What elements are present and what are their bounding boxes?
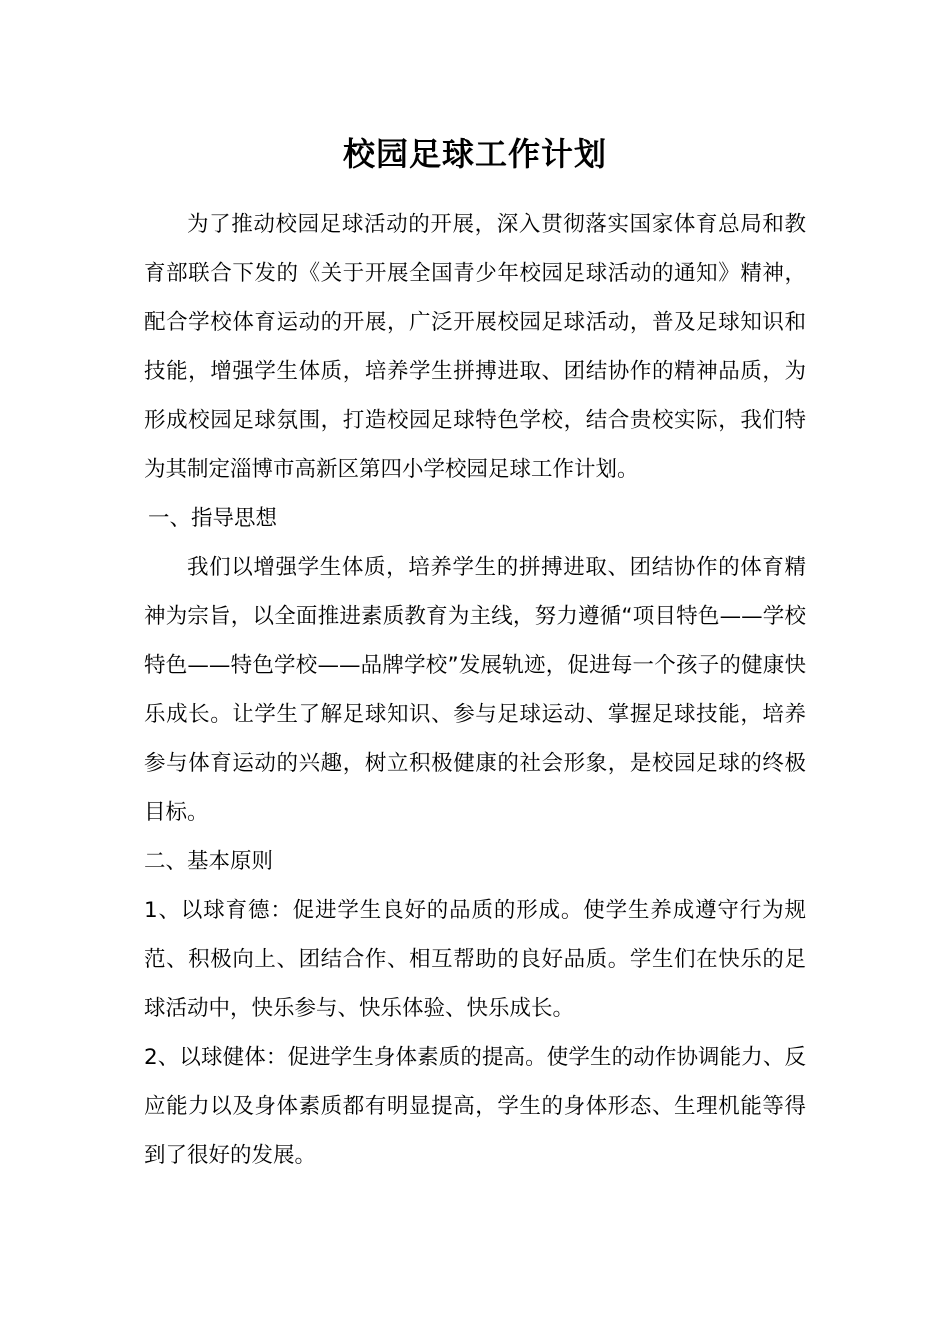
document-title: 校园足球工作计划 — [342, 135, 607, 173]
principle-item-2: 2、以球健体：促进学生身体素质的提高。使学生的动作协调能力、反应能力以及身体素质都有明显提高，学生的身体形态、生理机能等得到了很好的发展。 — [144, 1045, 806, 1168]
section-heading-guiding-ideology: 一、指导思想 — [148, 506, 278, 531]
principle-item-1: 1、以球育德：促进学生良好的品质的形成。使学生养成遵守行为规范、积极向上、团结合作、相互帮助的良好品质。学生们在快乐的足球活动中，快乐参与、快乐体验、快乐成长。 — [144, 898, 806, 1021]
section-paragraph-guiding-ideology: 我们以增强学生体质，培养学生的拼搏进取、团结协作的体育精神为宗旨，以全面推进素质教育为主线，努力遵循“项目特色——学校特色——特色学校——品牌学校”发展轨迹，促进每一个孩子的健康快乐成长。让学生了解足球知识、参与足球运动、掌握足球技能，培养参与体育运动的兴趣，树立积极健康的社会形象，是校园足球的终极目标。 — [144, 555, 806, 825]
document-body — [144, 200, 806, 1180]
section-heading-basic-principles: 二、基本原则 — [144, 849, 274, 874]
intro-paragraph: 为了推动校园足球活动的开展，深入贯彻落实国家体育总局和教育部联合下发的《关于开展全国青少年校园足球活动的通知》精神，配合学校体育运动的开展，广泛开展校园足球活动，普及足球知识和技能，增强学生体质，培养学生拼搏进取、团结协作的精神品质，为形成校园足球氛围，打造校园足球特色学校，结合贵校实际，我们特为其制定淄博市高新区第四小学校园足球工作计划。 — [144, 212, 806, 482]
